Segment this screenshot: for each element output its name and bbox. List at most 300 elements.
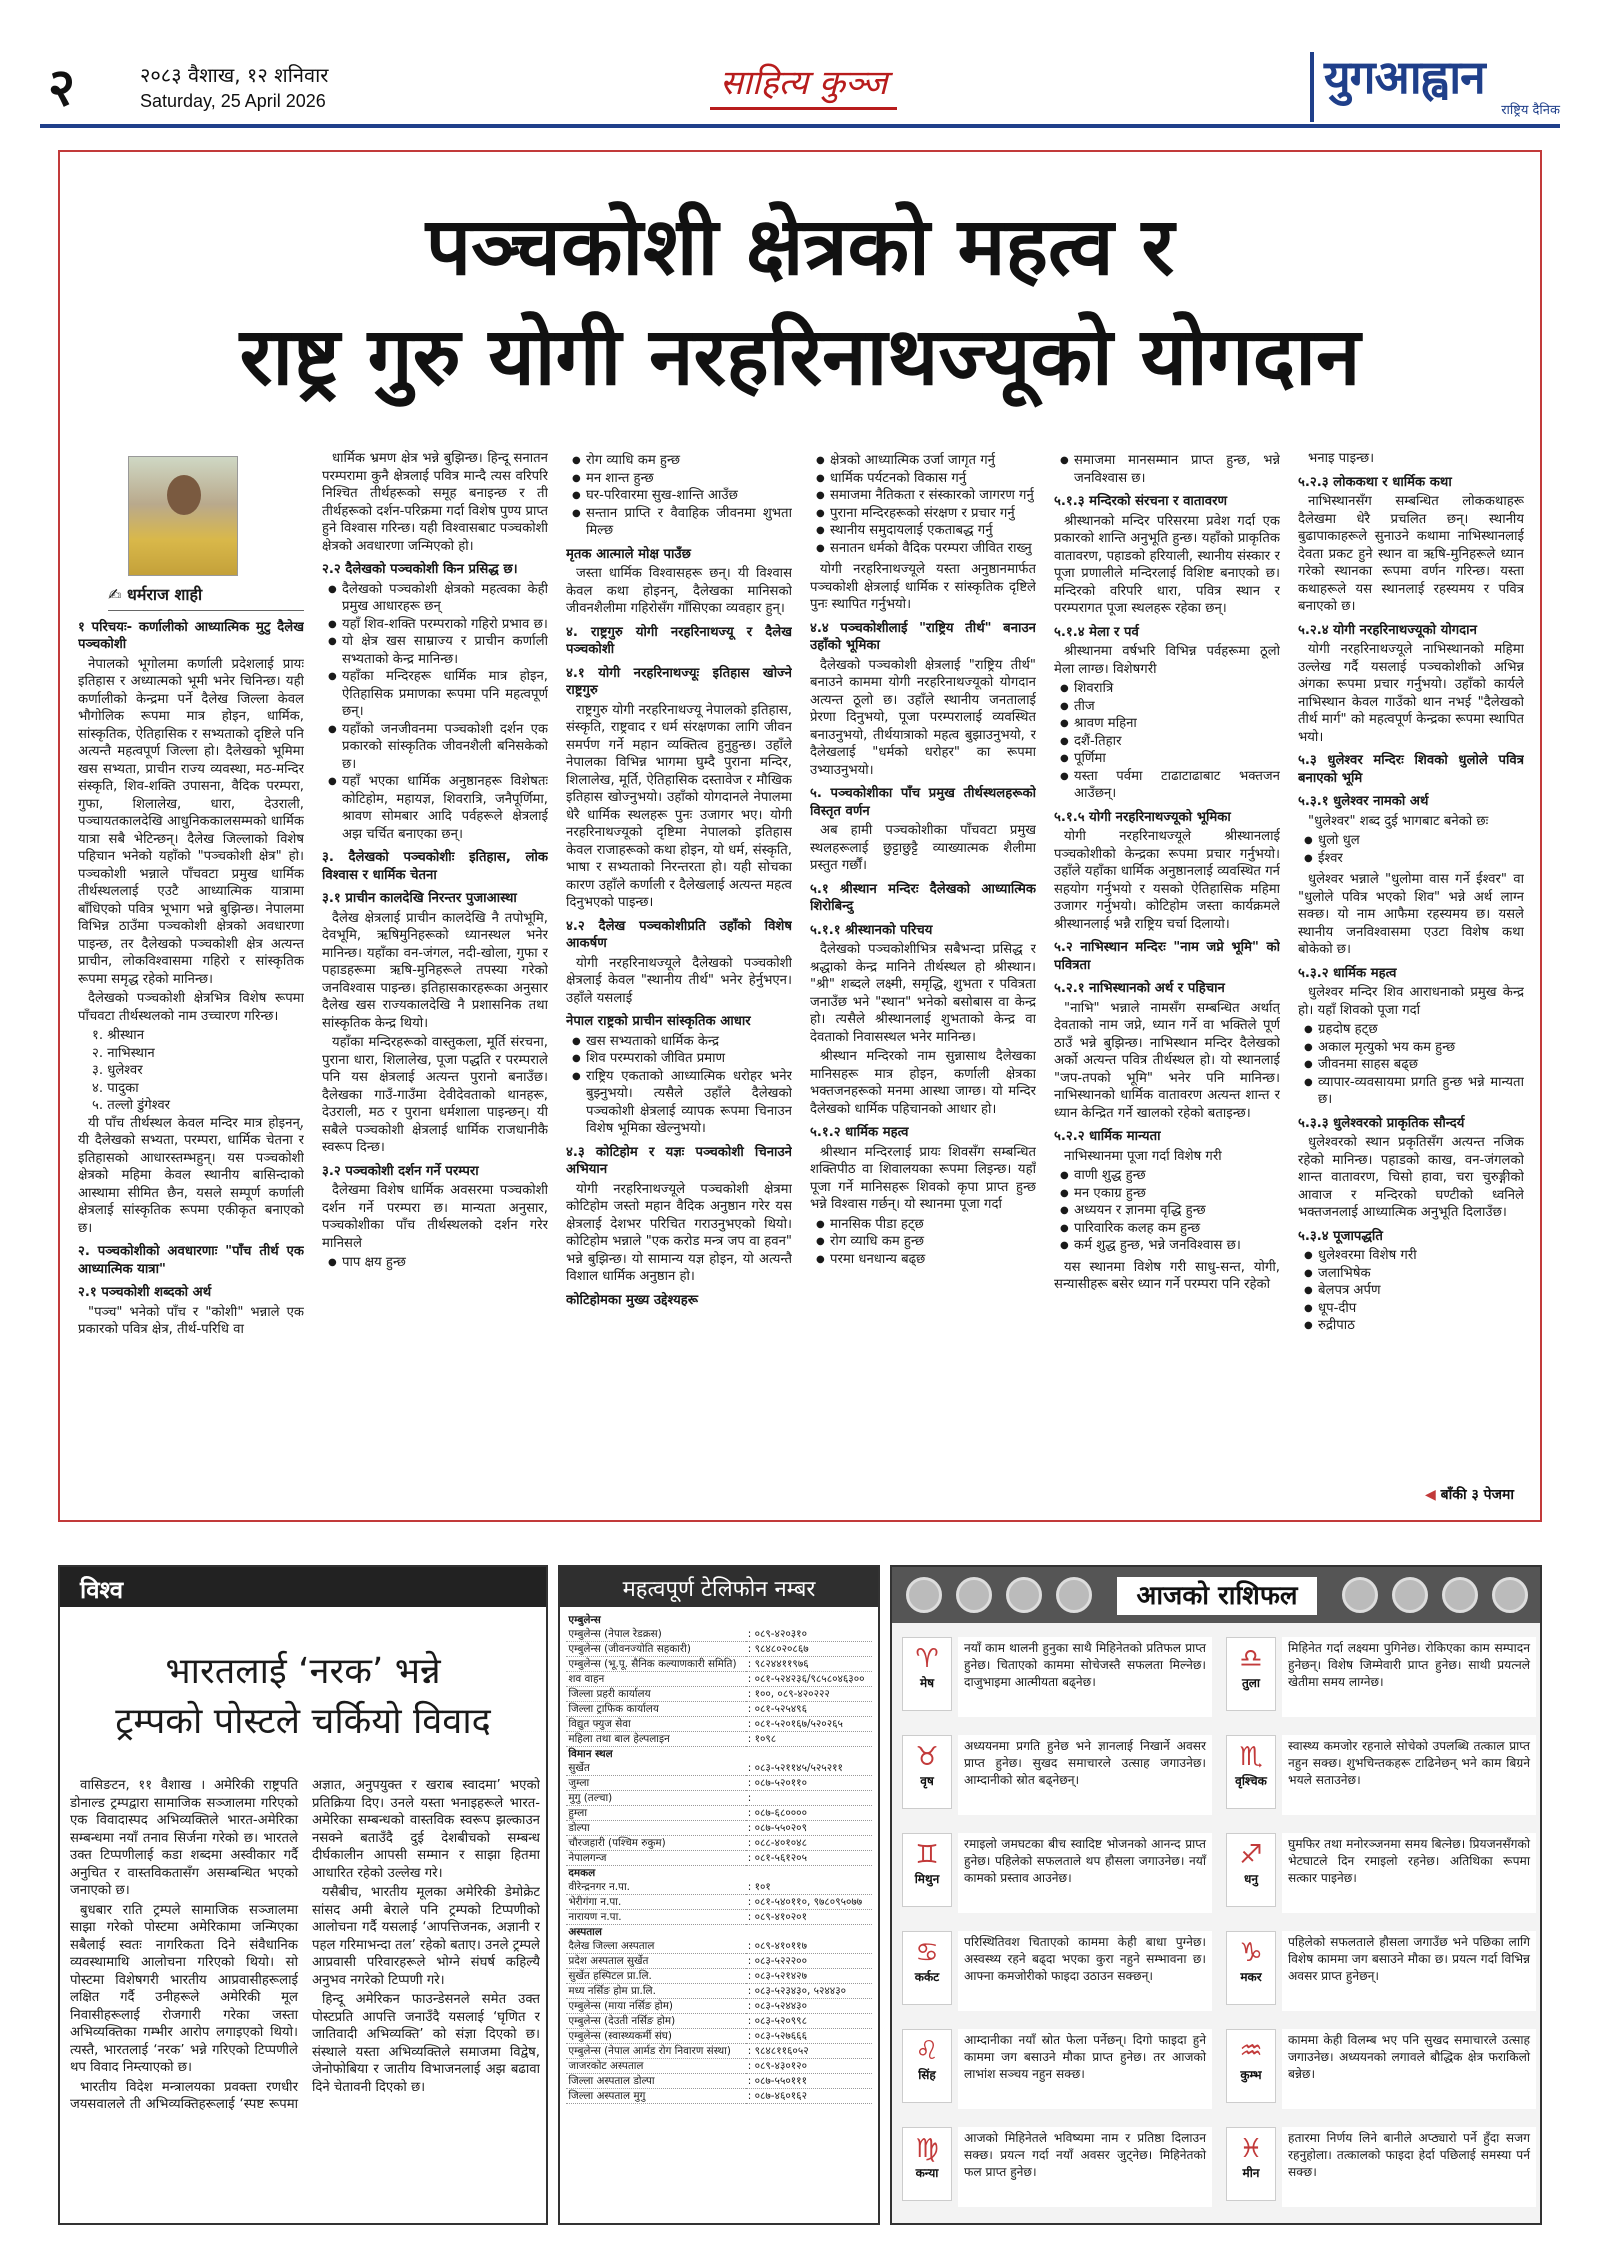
list-item: ● सन्तान प्राप्ति र वैवाहिक जीवनमा शुभता मिल्छ — [572, 505, 792, 540]
phone-label: मुगु (तल्चा) — [566, 1791, 745, 1806]
paragraph: दैलेखमा विशेष धार्मिक अवसरमा पञ्चकोशी दर्शन गर्ने परम्परा छ। मान्यता अनुसार, पञ्चकोशीका पाँच तीर्थस्थलको दर्शन गरेर मानिसले — [322, 1183, 548, 1251]
zodiac-sign-name: मकर — [1240, 1970, 1262, 1984]
list-item: ● समाजमा नैतिकता र संस्कारको जागरण गर्नु — [816, 487, 1036, 505]
list-item: ४. पादुका — [92, 1080, 139, 1096]
phone-number: : ०८९-४१०२०१ — [746, 1910, 872, 1925]
horoscope-header — [892, 1567, 1540, 1623]
zodiac-sign-box — [1226, 1735, 1276, 1809]
paragraph: श्रीस्थान मन्दिरको नाम सुन्नासाथ दैलेखका मानिसहरू मात्र होइन, कर्णाली क्षेत्रका भक्तजनहरूको मनमा आस्था जाग्छ। यो मन्दिर दैलेखको धार्मिक पहिचानको आधार हो। — [810, 1049, 1036, 1117]
sub-heading: ५.१.४ मेला र पर्व — [1054, 624, 1139, 640]
phone-label: एम्बुलेन्स (नेपाल आर्मड रोग निवारण संस्था) — [566, 2044, 745, 2059]
phone-group-row — [566, 1613, 871, 1627]
list-item: ● यस्ता पर्वमा टाढाटाढाबाट भक्तजन आउँछन्। — [1060, 768, 1280, 803]
list-item: ● तीज — [1060, 698, 1280, 716]
list-item: ● कर्म शुद्ध हुन्छ, भन्ने जनविश्वास छ। — [1060, 1237, 1280, 1255]
date-nepali: २०८३ वैशाख, १२ शनिवार — [140, 63, 329, 87]
phone-number: : ०८३-५२३४३०, ५२४४३० — [746, 1984, 872, 1999]
zodiac-wheel-icon — [1492, 1577, 1528, 1613]
phone-directory-title: महत्वपूर्ण टेलिफोन नम्बर — [560, 1567, 878, 1607]
list-item: ● राष्ट्रिय एकताको आध्यात्मिक धरोहर भनेर बुझ्नुभयो। त्यसैले उहाँले दैलेखको पञ्चकोशी क्षेत्रलाई व्यापक रूपमा चिनाउन विशेष भूमिका खेल्नुभयो। — [572, 1068, 792, 1138]
phone-row — [566, 1895, 871, 1910]
zodiac-sign-name: कुम्भ — [1240, 2068, 1262, 2082]
phone-number: : ०८३-५२७६६६ — [746, 2029, 872, 2044]
paragraph: नाभिस्थानसँग सम्बन्धित लोककथाहरू दैलेखमा धेरै प्रचलित छन्। स्थानीय बुढापाकाहरूले सुनाउने कथामा नाभिस्थानलाई देवता प्रकट हुने स्थान वा ऋषि-मुनिहरूले ध्यान गरेको स्थानका रूपमा वर्णन गरिन्छ। यस्ता कथाहरूले यस स्थानलाई रहस्यमय र पवित्र बनाएको छ। — [1298, 494, 1524, 614]
phone-label: एम्बुलेन्स (माया नर्सिङ होम) — [566, 1999, 745, 2014]
phone-number: : १००, ०८९-४२०२२२ — [746, 1687, 872, 1702]
list-item: ● धार्मिक पर्यटनको विकास गर्नु — [816, 470, 1036, 488]
main-article — [58, 150, 1542, 1522]
page-header — [40, 50, 1560, 128]
list-item: ● पुराना मन्दिरहरूको संरक्षण र प्रचार गर्नु — [816, 505, 1036, 523]
phone-number: : ०८१-५२५४९६ — [746, 1702, 872, 1717]
author-photo — [128, 456, 238, 576]
zodiac-sign-box — [902, 1637, 952, 1711]
list-item: ● धूप-दीप — [1304, 1300, 1524, 1318]
zodiac-sign-box — [1226, 2127, 1276, 2201]
horoscope-item — [898, 1829, 1218, 1919]
phone-label: जाजरकोट अस्पताल — [566, 2059, 745, 2074]
list-item: ● वाणी शुद्ध हुन्छ — [1060, 1167, 1280, 1185]
phone-label: भेरीगंगा न.पा. — [566, 1895, 745, 1910]
horoscope-item — [1222, 2025, 1542, 2115]
list-item: ● श्रावण महिना — [1060, 715, 1280, 733]
list-item: ● शिवरात्रि — [1060, 680, 1280, 698]
phone-number: : ९८४८०२०८६७ — [746, 1642, 872, 1657]
horoscope-text: आजको मिहिनेतले भविष्यमा नाम र प्रतिष्ठा दिलाउन सक्छ। प्रयत्न गर्दा नयाँ अवसर जुट्नेछ। मिहिनेतको फल प्राप्त हुनेछ। — [958, 2127, 1212, 2207]
list-item: ● बेलपत्र अर्पण — [1304, 1282, 1524, 1300]
paragraph: नेपालको भूगोलमा कर्णाली प्रदेशलाई प्रायः इतिहास र अध्यात्मको भूमी भनेर चिनिन्छ। यही कर्णालीको केन्द्रमा पर्ने दैलेख जिल्ला केवल भौगोलिक रूपमा मात्र होइन, धार्मिक, सांस्कृतिक, ऐतिहासिक र सभ्यताको दृष्टिले पनि अत्यन्तै महत्वपूर्ण जिल्ला हो। दैलेखको भूमिमा खस सभ्यता, प्राचीन राज्य व्यवस्था, मठ-मन्दिर संस्कृति, शिव-शक्ति उपासना, वैदिक परम्परा, गुफा, शिलालेख, धारा, देउराली, पञ्चायतकालदेखि आधुनिककालसम्मको धार्मिक यात्रा सबै भेटिन्छन्। दैलेख जिल्लाको विशेष पहिचान भनेको यहाँको "पञ्चकोशी क्षेत्र" हो। पञ्चकोशी भन्नाले पाँचवटा प्रमुख धार्मिक तीर्थस्थललाई एउटै आध्यात्मिक यात्रामा बाँधिएको पवित्र भूभाग भन्ने बुझिन्छ। नेपालमा विभिन्न ठाउँमा पञ्चकोशी क्षेत्रको अवधारणा पाइन्छ, तर दैलेखको पञ्चकोशी क्षेत्र अत्यन्त प्राचीन, लोकविश्वासमा गहिरो र सांस्कृतिक रूपमा समृद्ध रहेको मानिन्छ। — [78, 656, 304, 987]
phone-group-label: अस्पताल — [568, 1926, 602, 1938]
zodiac-wheel-icon — [1442, 1577, 1478, 1613]
phone-row — [566, 2014, 871, 2029]
list-item: ● यो क्षेत्र खस साम्राज्य र प्राचीन कर्णाली सभ्यताको केन्द्र मानिन्छ। — [328, 633, 548, 668]
bullet-list — [1304, 1021, 1524, 1109]
list-item: ● मन शान्त हुन्छ — [572, 470, 792, 488]
section-heading: ५.३ धुलेश्वर मन्दिरः शिवको धुलोले पवित्र बनाएको भूमि — [1298, 753, 1524, 786]
section-heading: ५. पञ्चकोशीका पाँच प्रमुख तीर्थस्थलहरूको विस्तृत वर्णन — [810, 786, 1036, 819]
article-column-4 — [810, 450, 1036, 1510]
sub-heading: ३.१ प्राचीन कालदेखि निरन्तर पुजाआस्था — [322, 891, 517, 906]
list-item: ● दशैं-तिहार — [1060, 733, 1280, 751]
horoscope-text: मिहिनेत गर्दा लक्ष्यमा पुगिनेछ। रोकिएका काम सम्पादन हुनेछन्। विशेष जिम्मेवारी प्राप्त हुनेछ। साथी प्रयत्नले खेतीमा समय लाग्नेछ। — [1282, 1637, 1536, 1717]
article-column-6 — [1298, 450, 1524, 1510]
horoscope-item — [898, 1731, 1218, 1821]
paragraph: योगी नरहरिनाथज्यूले दैलेखको पञ्चकोशी क्षेत्रलाई केवल "स्थानीय तीर्थ" भनेर हेर्नुभएन। उहाँले यसलाई — [566, 955, 792, 1006]
horoscope-box — [890, 1565, 1542, 2225]
world-news-box — [58, 1565, 548, 2225]
sub-heading: ५.३.१ धुलेश्वर नामको अर्थ — [1298, 794, 1429, 809]
list-item: ● अध्ययन र ज्ञानमा वृद्धि हुन्छ — [1060, 1202, 1280, 1220]
sub-heading: ५.१.१ श्रीस्थानको परिचय — [810, 922, 933, 938]
sub-heading: ५.३.४ पूजापद्धति — [1298, 1228, 1383, 1244]
bullet-list — [816, 1216, 1036, 1269]
phone-number: : ०८३-५२०९९८ — [746, 2014, 872, 2029]
phone-row — [566, 1657, 871, 1672]
phone-row — [566, 1806, 871, 1821]
logo-name: युगआह्वान — [1324, 50, 1485, 104]
list-item: ● ईश्वर — [1304, 850, 1524, 868]
world-article-body — [70, 1777, 540, 2217]
phone-label: एम्बुलेन्स (देउती नर्सिङ होम) — [566, 2014, 745, 2029]
phone-label: जिल्ला ट्राफिक कार्यालय — [566, 1702, 745, 1717]
horoscope-text: काममा केही विलम्ब भए पनि सुखद समाचारले उत्साह जगाउनेछ। अध्ययनको लगावले बौद्धिक क्षेत्र फराकिलो बन्नेछ। — [1282, 2029, 1536, 2109]
phone-row — [566, 2029, 871, 2044]
list-item: ● यहाँका मन्दिरहरू धार्मिक मात्र होइन, ऐतिहासिक प्रमाणका रूपमा पनि महत्वपूर्ण छन्। — [328, 668, 548, 721]
zodiac-sign-name: मिथुन — [914, 1872, 940, 1886]
sub-heading: ४.२ दैलेख पञ्चकोशीप्रति उहाँको विशेष आकर्षण — [566, 918, 792, 951]
phone-number: : ०८७-५२०११० — [746, 1776, 872, 1791]
paragraph: वासिङटन, ११ वैशाख । अमेरिकी राष्ट्रपति डोनाल्ड ट्रम्पद्वारा सामाजिक सञ्जालमा गरिएको एक विवादास्पद अभिव्यक्तिले भारत-अमेरिका सम्बन्धमा नयाँ तनाव सिर्जना गरेको छ। भारतले उक्त टिप्पणीलाई कडा शब्दमा अस्वीकार गर्दै अनुचित र वास्तविकतासँग असम्बन्धित भएको जनाएको छ। — [70, 1778, 298, 1898]
list-item: ● रोग व्याधि कम हुन्छ — [816, 1233, 1036, 1251]
bullet-list — [816, 452, 1036, 557]
issue-date — [140, 62, 328, 114]
phone-number: : ०८७-५५०१११ — [746, 2074, 872, 2089]
phone-label: एम्बुलेन्स (स्वास्थ्यकर्मी संघ) — [566, 2029, 745, 2044]
phone-number: : ०८३-५२११४५/५२५२११ — [746, 1761, 872, 1776]
headline-line-1: पञ्चकोशी क्षेत्रको महत्व र — [425, 200, 1175, 293]
sub-heading: ४.३ कोटिहोम र यज्ञः पञ्चकोशी चिनाउने अभियान — [566, 1144, 792, 1177]
paragraph: यी पाँच तीर्थस्थल केवल मन्दिर मात्र होइनन्, यी दैलेखको सभ्यता, परम्परा, धार्मिक चेतना र इतिहासको आधारस्तम्भहुन्। यस पञ्चकोशी क्षेत्रको महिमा केवल स्थानीय बासिन्दाको आस्थामा सीमित छैन, यसले सम्पूर्ण कर्णाली क्षेत्रलाई सांस्कृतिक रूपमा एकीकृत बनाएको छ। — [78, 1115, 304, 1236]
phone-number: : ०८९-४२०३१० — [746, 1627, 872, 1642]
phone-row — [566, 2089, 871, 2104]
phone-number: : ९८२४४११९७६ — [746, 1657, 872, 1672]
zodiac-wheel-icon — [906, 1577, 942, 1613]
world-headline — [60, 1647, 546, 1747]
paragraph: जस्ता धार्मिक विश्वासहरू छन्। यी विश्वास केवल कथा होइनन्, दैलेखका मानिसको जीवनशैलीमा गहिरोसँग गाँसिएका व्यवहार हुन्। — [566, 566, 792, 616]
world-headline-line-1: भारतलाई ‘नरक’ भन्ने — [165, 1651, 441, 1692]
zodiac-symbol-icon: ♍ — [915, 2134, 939, 2164]
author-name: धर्मराज शाही — [126, 585, 203, 604]
list-item: ● पाप क्षय हुन्छ — [328, 1254, 548, 1272]
section-heading: ४. राष्ट्रगुरु योगी नरहरिनाथज्यू र दैलेख पञ्चकोशी — [566, 624, 792, 657]
zodiac-sign-name: वृश्चिक — [1235, 1774, 1267, 1788]
sub-heading: ३.२ पञ्चकोशी दर्शन गर्ने परम्परा — [322, 1163, 479, 1179]
phone-number: : ०८९-४३०१२० — [746, 2059, 872, 2074]
sub-heading: कोटिहोमका मुख्य उद्देश्यहरू — [566, 1292, 698, 1308]
paragraph: धुलेश्वरको स्थान प्रकृतिसँग अत्यन्त नजिक रहेको मानिन्छ। पहाडको काख, वन-जंगलको शान्त वातावरण, चिसो हावा, चरा चुरुङ्गीको आवाज र मन्दिरको घण्टीको ध्वनिले भक्तजनलाई आध्यात्मिक अनुभूति दिलाउँछ। — [1298, 1135, 1524, 1220]
phone-label: विद्युत फ्युज सेवा — [566, 1717, 745, 1732]
phone-label: एम्बुलेन्स (भू.पू. सैनिक कल्याणकारी समिति) — [566, 1657, 745, 1672]
phone-group-row — [566, 1747, 871, 1762]
section-heading: ३. दैलेखको पञ्चकोशीः इतिहास, लोक विश्वास र धार्मिक चेतना — [322, 850, 548, 883]
phone-row — [566, 1672, 871, 1687]
paragraph: धुलेश्वर भन्नाले "धुलोमा वास गर्ने ईश्वर" वा "धुलोले पवित्र भएको शिव" भन्ने अर्थ लाग्न सक्छ। यो नाम आफैमा रहस्यमय छ। यसले स्थानीय जनविश्वासमा एउटा विशेष कथा बोकेको छ। — [1298, 872, 1524, 957]
phone-row — [566, 2044, 871, 2059]
paragraph: धुलेश्वर मन्दिर शिव आराधनाको प्रमुख केन्द्र हो। यहाँ शिवको पूजा गर्दा — [1298, 985, 1524, 1018]
section-title: साहित्य कुञ्ज — [720, 58, 887, 104]
phone-group-row — [566, 1866, 871, 1881]
zodiac-wheel-icon — [956, 1577, 992, 1613]
list-item: ● क्षेत्रको आध्यात्मिक उर्जा जागृत गर्नु — [816, 452, 1036, 470]
phone-number: : ०८९-४१०११७ — [746, 1939, 872, 1954]
article-column-1 — [78, 450, 304, 1510]
headline-line-2: राष्ट्र गुरु योगी नरहरिनाथज्यूको योगदान — [239, 310, 1361, 403]
sub-heading: ५.२.३ लोककथा र धार्मिक कथा — [1298, 474, 1452, 490]
bullet-list — [1060, 452, 1280, 487]
zodiac-symbol-icon: ♑ — [1239, 1938, 1263, 1968]
phone-number: : ०८७-५५०२०९ — [746, 1821, 872, 1836]
bullet-list — [328, 1254, 548, 1272]
list-item: ● जीवनमा साहस बढ्छ — [1304, 1056, 1524, 1074]
paragraph: यसैबीच, भारतीय मूलका अमेरिकी डेमोक्रेट सांसद अमी बेराले पनि ट्रम्पको टिप्पणीको आलोचना गर्दै यसलाई ‘आपत्तिजनक, अज्ञानी र पहल गरिमाभन्दा तल’ रहेको बताए। उनले ट्रम्पले आप्रवासी परिवारहरूले भोग्ने संघर्ष कहिल्यै अनुभव नगरेको टिप्पणी गरे। — [312, 1885, 540, 1988]
phone-group-label: दमकल — [568, 1867, 596, 1879]
phone-label: वीरेन्द्रनगर न.पा. — [566, 1880, 745, 1895]
horoscope-text: नयाँ काम थालनी हुनुका साथै मिहिनेतको प्रतिफल प्राप्त हुनेछ। चिताएको काममा सोचेजस्तै सफलता मिल्नेछ। दाजुभाइमा आत्मीयता बढ्नेछ। — [958, 1637, 1212, 1717]
phone-row — [566, 1642, 871, 1657]
zodiac-sign-box — [902, 1735, 952, 1809]
phone-row — [566, 1954, 871, 1969]
phone-label: डोल्पा — [566, 1821, 745, 1836]
zodiac-symbol-icon: ♈ — [915, 1644, 939, 1674]
zodiac-symbol-icon: ♋ — [915, 1938, 939, 1968]
horoscope-item — [898, 2025, 1218, 2115]
paragraph: योगी नरहरिनाथज्यूले यस्ता अनुष्ठानमार्फत पञ्चकोशी क्षेत्रलाई धार्मिक र सांस्कृतिक दृष्टिले पुनः स्थापित गर्नुभयो। — [810, 562, 1036, 612]
phone-number: : १०१ — [746, 1880, 872, 1895]
phone-row — [566, 1791, 871, 1806]
phone-number: : ०८३-५२२२०० — [746, 1954, 872, 1969]
list-item: ३. धुलेश्वर — [92, 1063, 143, 1078]
sub-heading: ५.३.३ धुलेश्वरको प्राकृतिक सौन्दर्य — [1298, 1115, 1465, 1131]
article-headline — [60, 192, 1540, 412]
zodiac-wheel-icon — [1006, 1577, 1042, 1613]
list-item: ● रोग व्याधि कम हुन्छ — [572, 452, 792, 470]
phone-number: : — [746, 1791, 872, 1806]
phone-label: जुम्ला — [566, 1776, 745, 1791]
phone-row — [566, 1717, 871, 1732]
paragraph: दैलेख क्षेत्रलाई प्राचीन कालदेखि नै तपोभूमि, देवभूमि, ऋषिमुनिहरूको ध्यानस्थल भनेर मानिन्छ। यहाँका वन-जंगल, नदी-खोला, गुफा र पहाडहरूमा ऋषि-मुनिहरूले तपस्या गरेको जनविश्वास पाइन्छ। इतिहासकारहरूका अनुसार दैलेख खस राज्यकालदेखि नै प्रशासनिक तथा सांस्कृतिक केन्द्र थियो। — [322, 910, 548, 1031]
zodiac-sign-name: मेष — [919, 1676, 935, 1690]
paragraph: दैलेखको पञ्चकोशीभित्र सबैभन्दा प्रसिद्ध र श्रद्धाको केन्द्र मानिने तीर्थस्थल हो श्रीस्थान। "श्री" शब्दले लक्ष्मी, समृद्धि, शुभता र पवित्रता जनाउँछ भने "स्थान" भनेको बसोबास वा केन्द्र हो। त्यसैले श्रीस्थानलाई शुभताको केन्द्र वा देवताको निवासस्थल भनेर मानिन्छ। — [810, 942, 1036, 1045]
paragraph: दैलेखको पञ्चकोशी क्षेत्रभित्र विशेष रूपमा पाँचवटा तीर्थस्थलको नाम उच्चारण गरिन्छ। — [78, 991, 304, 1024]
tirtha-list — [92, 1027, 304, 1115]
list-item: ● समाजमा मानसम्मान प्राप्त हुन्छ, भन्ने जनविश्वास छ। — [1060, 452, 1280, 487]
phone-label: सुर्खेत हस्पिटल प्रा.लि. — [566, 1969, 745, 1984]
phone-number: : ०८७-६८०००० — [746, 1806, 872, 1821]
phone-label: दैलेख जिल्ला अस्पताल — [566, 1939, 745, 1954]
zodiac-wheel-icon — [1056, 1577, 1092, 1613]
phone-number: : ०८१-५४०११०, ९७८०९५०७७ — [746, 1895, 872, 1910]
horoscope-item — [1222, 2123, 1542, 2213]
list-item: ● स्थानीय समुदायलाई एकताबद्ध गर्नु — [816, 522, 1036, 540]
sub-heading: ५.३.२ धार्मिक महत्व — [1298, 965, 1397, 981]
phone-row — [566, 1851, 871, 1866]
paragraph: दैलेखको पञ्चकोशी क्षेत्रलाई "राष्ट्रिय तीर्थ" बनाउने काममा योगी नरहरिनाथज्यूको योगदान अत्यन्त ठूलो छ। उहाँले स्थानीय जनतालाई प्रेरणा दिनुभयो, पूजा परम्परालाई व्यवस्थित बनाउनुभयो, तीर्थयात्राको महत्व बुझाउनुभयो, र दैलेखलाई "धर्मको धरोहर" का रूपमा उभ्याउनुभयो। — [810, 657, 1036, 778]
list-item: ● यहाँ शिव-शक्ति परम्पराको गहिरो प्रभाव छ। — [328, 616, 548, 634]
section-heading: १ परिचयः- कर्णालीको आध्यात्मिक मुटु दैलेख पञ्चकोशी — [78, 619, 304, 652]
paragraph: योगी नरहरिनाथज्यूले श्रीस्थानलाई पञ्चकोशीको केन्द्रका रूपमा प्रचार गर्नुभयो। उहाँले यहाँका धार्मिक अनुष्ठानलाई व्यवस्थित गर्न सहयोग गर्नुभयो र यसको ऐतिहासिक महिमा उजागर गर्नुभयो। कोटिहोम जस्ता कार्यक्रमले श्रीस्थानलाई भन्नै राष्ट्रिय चर्चा दिलायो। — [1054, 829, 1280, 932]
phone-label: नेपालगन्ज — [566, 1851, 745, 1866]
zodiac-sign-box — [902, 2029, 952, 2103]
zodiac-sign-box — [1226, 2029, 1276, 2103]
phone-label: महिला तथा बाल हेल्पलाइन — [566, 1732, 745, 1747]
phone-group-label: एम्बुलेन्स — [568, 1614, 601, 1626]
sub-heading: २.२ दैलेखको पञ्चकोशी किन प्रसिद्ध छ। — [322, 562, 518, 577]
zodiac-symbol-icon: ♓ — [1239, 2134, 1263, 2164]
list-item: १. श्रीस्थान — [92, 1028, 145, 1043]
phone-row — [566, 2074, 871, 2089]
masthead-logo — [1310, 52, 1560, 122]
phone-row — [566, 1702, 871, 1717]
zodiac-symbol-icon: ♌ — [915, 2036, 939, 2066]
phone-number: : ०८१-५६१२०५ — [746, 1851, 872, 1866]
phone-row — [566, 1761, 871, 1776]
phone-label: एम्बुलेन्स (नेपाल रेडक्रस) — [566, 1627, 745, 1642]
paragraph: "धुलेश्वर" शब्द दुई भागबाट बनेको छः — [1308, 813, 1489, 829]
phone-number: : १०९८ — [746, 1732, 872, 1747]
phone-row — [566, 1836, 871, 1851]
zodiac-sign-name: मीन — [1242, 2166, 1260, 2180]
phone-row — [566, 1732, 871, 1747]
paragraph: योगी नरहरिनाथज्यूले पञ्चकोशी क्षेत्रमा कोटिहोम जस्तो महान वैदिक अनुष्ठान गरेर यस क्षेत्रलाई देशभर परिचित गराउनुभएको थियो। कोटिहोम भन्नाले "एक करोड मन्त्र जप वा हवन" भन्ने बुझिन्छ। यो सामान्य यज्ञ होइन, यो अत्यन्तै विशाल धार्मिक अनुष्ठान हो। — [566, 1181, 792, 1284]
sub-heading: ४.४ पञ्चकोशीलाई "राष्ट्रिय तीर्थ" बनाउन उहाँको भूमिका — [810, 620, 1036, 653]
paragraph: हिन्दू अमेरिकन फाउन्डेसनले समेत उक्त पोस्टप्रति आपत्ति जनाउँदै यसलाई ‘घृणित र जातिवादी अभिव्यक्ति’ को संज्ञा दिएको छ। संस्थाले यस्ता अभिव्यक्तिले समाजमा विद्वेष, जेनोफोबिया र जातीय विभाजनलाई अझ बढावा दिने चेतावनी दिएको छ। — [312, 1992, 540, 2095]
phone-row — [566, 1984, 871, 1999]
zodiac-symbol-icon: ♎ — [1239, 1644, 1263, 1674]
list-item: ● दैलेखको पञ्चकोशी क्षेत्रको महत्वका केही प्रमुख आधारहरू छन् — [328, 581, 548, 616]
horoscope-item — [898, 1927, 1218, 2017]
bullet-list — [572, 1033, 792, 1138]
horoscope-title: आजको राशिफल — [1117, 1577, 1317, 1615]
list-item: ● धुलेश्वरमा विशेष गरी — [1304, 1247, 1524, 1265]
paragraph: "नाभि" भन्नाले नामसँग सम्बन्धित अर्थात् देवताको नाम जप्ने, ध्यान गर्ने वा भक्तिले पूर्ण ठाउँ भन्ने बुझिन्छ। नाभिस्थान मन्दिर दैलेखको अर्को अत्यन्त पवित्र तीर्थस्थल हो। यो स्थानलाई "जप-तपको भूमि" भनेर पनि मानिन्छ। नाभिस्थानको धार्मिक वातावरण अत्यन्त शान्त र ध्यान केन्द्रित गर्ने खालको रहेको बताइन्छ। — [1054, 1000, 1280, 1121]
article-column-2 — [322, 450, 548, 1510]
paragraph: भनाइ पाइन्छ। — [1308, 451, 1375, 466]
paragraph: अब हामी पञ्चकोशीका पाँचवटा प्रमुख स्थलहरूलाई छुट्टाछुट्टै व्याख्यात्मक शैलीमा प्रस्तुत गर्छौं। — [810, 823, 1036, 873]
paragraph: श्रीस्थान मन्दिरलाई प्रायः शिवसँग सम्बन्धित शक्तिपीठ वा शिवालयका रूपमा लिइन्छ। यहाँ पूजा गर्ने मानिसहरू शिवको कृपा प्राप्त हुन्छ भन्ने विश्वास गर्छन्। यो स्थानमा पूजा गर्दा — [810, 1144, 1036, 1212]
page-number: २ — [48, 58, 76, 118]
phone-group-label: विमान स्थल — [568, 1748, 613, 1760]
zodiac-sign-box — [1226, 1833, 1276, 1907]
bullet-list — [1060, 680, 1280, 803]
logo-subtitle: राष्ट्रिय दैनिक — [1501, 103, 1560, 118]
sub-heading: ५.२.४ योगी नरहरिनाथज्यूको योगदान — [1298, 622, 1477, 638]
phone-row — [566, 1969, 871, 1984]
sub-heading: ५.२.२ धार्मिक मान्यता — [1054, 1129, 1161, 1144]
zodiac-symbol-icon: ♉ — [915, 1742, 939, 1772]
zodiac-sign-name: धनु — [1243, 1872, 1259, 1886]
zodiac-sign-name: कन्या — [915, 2166, 939, 2180]
horoscope-item — [1222, 1829, 1542, 1919]
list-item: ● जलाभिषेक — [1304, 1265, 1524, 1283]
list-item: ● मानसिक पीडा हट्छ — [816, 1216, 1036, 1234]
sub-heading: २.१ पञ्चकोशी शब्दको अर्थ — [78, 1285, 212, 1300]
horoscope-text: हतारमा निर्णय लिने बानीले अप्ठ्यारो पर्ने हुँदा सजग रहनुहोला। तत्कालको फाइदा हेर्दा पछिलाई समस्या पर्न सक्छ। — [1282, 2127, 1536, 2207]
paragraph: "पञ्च" भनेको पाँच र "कोशी" भन्नाले एक प्रकारको पवित्र क्षेत्र, तीर्थ-परिधि वा — [78, 1304, 304, 1337]
phone-label: चौरजहारी (पश्चिम रुकुम) — [566, 1836, 745, 1851]
phone-row — [566, 1776, 871, 1791]
phone-table — [566, 1613, 871, 2104]
phone-row — [566, 1939, 871, 1954]
paragraph: नाभिस्थानमा पूजा गर्दा विशेष गरी — [1064, 1148, 1222, 1164]
article-columns — [78, 450, 1526, 1510]
phone-label: सुर्खेत — [566, 1761, 745, 1776]
world-headline-line-2: ट्रम्पको पोस्टले चर्कियो विवाद — [115, 1701, 491, 1742]
sub-heading: ५.१.३ मन्दिरको संरचना र वातावरण — [1054, 494, 1228, 509]
article-column-3 — [566, 450, 792, 1510]
zodiac-sign-box — [902, 2127, 952, 2201]
horoscope-item — [898, 2123, 1218, 2213]
phone-label: शव वाहन — [566, 1672, 745, 1687]
list-item: ● घर-परिवारमा सुख-शान्ति आउँछ — [572, 487, 792, 505]
date-english: Saturday, 25 April 2026 — [140, 91, 326, 111]
list-item: ● अकाल मृत्युको भय कम हुन्छ — [1304, 1039, 1524, 1057]
author-byline: ✍ धर्मराज शाही — [108, 586, 304, 611]
list-item: २. नाभिस्थान — [92, 1045, 155, 1061]
phone-number: : ०८३-५२१४२७ — [746, 1969, 872, 1984]
paragraph: बुधबार राति ट्रम्पले सामाजिक सञ्जालमा साझा गरेको पोस्टमा अमेरिकामा जन्मिएका सबैलाई स्वतः नागरिकता दिने संवैधानिक व्यवस्थामाथि आलोचना गरिएको थियो। सो पोस्टमा विशेषगरी भारतीय आप्रवासीहरूलाई लक्षित गर्दै उनीहरूले अमेरिकी मूल निवासीहरूलाई रोजगारी गरेका जस्ता अभिव्यक्तिका गम्भीर आरोप लगाइएको थियो। त्यस्तै, भारतलाई ‘नरक’ भन्ने गरिएको टिप्पणीले थप विवाद निम्त्याएको छ। — [70, 1902, 298, 2075]
zodiac-sign-name: कर्कट — [914, 1970, 940, 1984]
zodiac-sign-box — [902, 1833, 952, 1907]
list-item: ५. तल्लो डुंगेश्वर — [92, 1098, 171, 1113]
sub-heading: मृतक आत्माले मोक्ष पाउँछ — [566, 546, 691, 562]
article-column-5 — [1054, 450, 1280, 1510]
list-item: ● खस सभ्यताको धार्मिक केन्द्र — [572, 1033, 792, 1051]
horoscope-item — [898, 1633, 1218, 1723]
phone-row — [566, 1687, 871, 1702]
phone-label: प्रदेश अस्पताल सुर्खेत — [566, 1954, 745, 1969]
paragraph: धार्मिक भ्रमण क्षेत्र भन्ने बुझिन्छ। हिन्दू सनातन परम्परामा कुनै क्षेत्रलाई पवित्र मान्दै त्यस वरिपरि निश्चित तीर्थहरूको समूह बनाइन्छ र ती तीर्थहरूको दर्शन-परिक्रमा गर्दा विशेष पुण्य प्राप्त हुने विश्वास गरिन्छ। यही विश्वासबाट पञ्चकोशी क्षेत्रको अवधारणा जन्मिएको हो। — [322, 451, 548, 554]
paragraph: यहाँका मन्दिरहरूको वास्तुकला, मूर्ति संरचना, पुराना धारा, शिलालेख, पूजा पद्धति र परम्पराले पनि यस क्षेत्रलाई अत्यन्त पुरानो बनाउँछ। दैलेखका गाउँ-गाउँमा देवीदेवताको थानहरू, देउराली, मठ र पुराना धर्मशाला पाइन्छन्। यी सबैले पञ्चकोशी क्षेत्रलाई धार्मिक राजधानीकै स्वरूप दिन्छ। — [322, 1035, 548, 1155]
phone-number: : ०८७-४६०१६२ — [746, 2089, 872, 2104]
sub-heading: नेपाल राष्ट्रको प्राचीन सांस्कृतिक आधार — [566, 1014, 751, 1029]
list-item: ● पारिवारिक कलह कम हुन्छ — [1060, 1220, 1280, 1238]
phone-label: जिल्ला प्रहरी कार्यालय — [566, 1687, 745, 1702]
horoscope-item — [1222, 1731, 1542, 1821]
list-item: ● परमा धनधान्य बढ्छ — [816, 1251, 1036, 1269]
phone-row — [566, 2059, 871, 2074]
zodiac-sign-name: सिंह — [918, 2068, 936, 2082]
zodiac-symbol-icon: ♏ — [1239, 1742, 1263, 1772]
phone-row — [566, 1627, 871, 1642]
paragraph: श्रीस्थानमा वर्षभरि विभिन्न पर्वहरूमा ठूलो मेला लाग्छ। विशेषगरी — [1054, 644, 1280, 677]
paragraph: राष्ट्रगुरु योगी नरहरिनाथज्यू नेपालको इतिहास, संस्कृति, राष्ट्रवाद र धर्म संरक्षणका लागि जीवन समर्पण गर्ने महान व्यक्तित्व हुनुहुन्छ। उहाँले नेपालका विभिन्न भागमा घुम्दै पुराना मन्दिर, शिलालेख, मूर्ति, ऐतिहासिक दस्तावेज र मौखिक इतिहास खोज्नुभयो। उहाँको योगदानले नेपालमा धेरै धार्मिक स्थलहरू पुनः उजागर भए। योगी नरहरिनाथज्यूको दृष्टिमा नेपालको इतिहास केवल राजाहरूको कथा होइन, यो धर्म, संस्कृति, भाषा र सभ्यताको निरन्तरता हो। यही सोचका कारण उहाँले कर्णाली र दैलेखलाई अत्यन्त महत्व दिनुभएको पाइन्छ। — [566, 702, 792, 910]
paragraph: श्रीस्थानको मन्दिर परिसरमा प्रवेश गर्दा एक प्रकारको शान्ति अनुभूति हुन्छ। यहाँको प्राकृतिक वातावरण, पहाडको हरियाली, स्थानीय संस्कार र पूजा प्रणालीले मन्दिरलाई विशिष्ट बनाएको छ। मन्दिरको वरिपरि धारा, पवित्र स्थान र परम्परागत पूजा स्थलहरू रहेका छन्। — [1054, 513, 1280, 616]
zodiac-sign-box — [1226, 1637, 1276, 1711]
horoscope-text: घुमफिर तथा मनोरञ्जनमा समय बित्नेछ। प्रियजनसँगको भेटघाटले दिन रमाइलो रहनेछ। अतिथिका रूपमा सत्कार पाइनेछ। — [1282, 1833, 1536, 1913]
zodiac-sign-name: वृष — [920, 1774, 934, 1788]
continued-note: ◀ बाँकी ३ पेजमा — [1425, 1487, 1514, 1505]
horoscope-item — [1222, 1633, 1542, 1723]
horoscope-text: आम्दानीका नयाँ स्रोत फेला पर्नेछन्। दिगो फाइदा हुने काममा जग बसाउने मौका प्राप्त हुनेछ। तर आजको लाभांश सञ्चय नहुन सक्छ। — [958, 2029, 1212, 2109]
section-heading: २. पञ्चकोशीको अवधारणाः "पाँच तीर्थ एक आध्यात्मिक यात्रा" — [78, 1244, 304, 1277]
zodiac-symbol-icon: ♊ — [915, 1840, 939, 1870]
horoscope-item — [1222, 1927, 1542, 2017]
sub-heading: ५.२.१ नाभिस्थानको अर्थ र पहिचान — [1054, 981, 1225, 996]
list-item: ● व्यापार-व्यवसायमा प्रगति हुन्छ भन्ने मान्यता छ। — [1304, 1074, 1524, 1109]
sub-heading: ५.१ श्रीस्थान मन्दिरः दैलेखको आध्यात्मिक शिरोबिन्दु — [810, 881, 1036, 914]
paragraph: यस स्थानमा विशेष गरी साधु-सन्त, योगी, सन्यासीहरू बसेर ध्यान गर्ने परम्परा पनि रहेको — [1054, 1259, 1280, 1292]
phone-number: : ०८८-४०१०४८ — [746, 1836, 872, 1851]
zodiac-symbol-icon: ♒ — [1239, 2036, 1263, 2066]
phone-number: : ०८१-५२४२३६/९८५८०४६३०० — [746, 1672, 872, 1687]
paragraph: योगी नरहरिनाथज्यूले नाभिस्थानको महिमा उल्लेख गर्दै यसलाई पञ्चकोशीको अभिन्न अंगका रूपमा प्रचार गर्नुभयो। उहाँको कार्यले नाभिस्थान केवल गाउँको थान नभई "दैलेखको तीर्थ मार्ग" को महत्वपूर्ण केन्द्रका रूपमा स्थापित भयो। — [1298, 642, 1524, 745]
bullet-list — [328, 581, 548, 844]
world-section-tag: विश्व — [60, 1567, 546, 1607]
horoscope-text: स्वास्थ्य कमजोर रहनाले सोचेको उपलब्धि तत्काल प्राप्त नहुन सक्छ। शुभचिन्तकहरू टाढिनेछन् भने काम बिग्रने भयले सताउनेछ। — [1282, 1735, 1536, 1815]
phone-row — [566, 1821, 871, 1836]
sub-heading: ५.२ नाभिस्थान मन्दिरः "नाम जप्ने भूमि" को पवित्रता — [1054, 940, 1280, 973]
zodiac-wheel-icon — [1392, 1577, 1428, 1613]
sub-heading: ५.१.५ योगी नरहरिनाथज्यूको भूमिका — [1054, 809, 1231, 825]
phone-row — [566, 1910, 871, 1925]
zodiac-sign-box — [1226, 1931, 1276, 2005]
zodiac-symbol-icon: ♐ — [1239, 1840, 1263, 1870]
phone-row — [566, 1999, 871, 2014]
zodiac-sign-name: तुला — [1241, 1676, 1261, 1690]
list-item: ● मन एकाग्र हुन्छ — [1060, 1185, 1280, 1203]
bullet-list — [1304, 1247, 1524, 1335]
horoscope-text: परिस्थितिवश चिताएको काममा केही बाधा पुग्नेछ। अस्वस्थ्य रहने बढ्दा भएका कुरा नहुने सम्भावना छ। आफ्ना कमजोरीको फाइदा उठाउन सक्छन्। — [958, 1931, 1212, 2011]
